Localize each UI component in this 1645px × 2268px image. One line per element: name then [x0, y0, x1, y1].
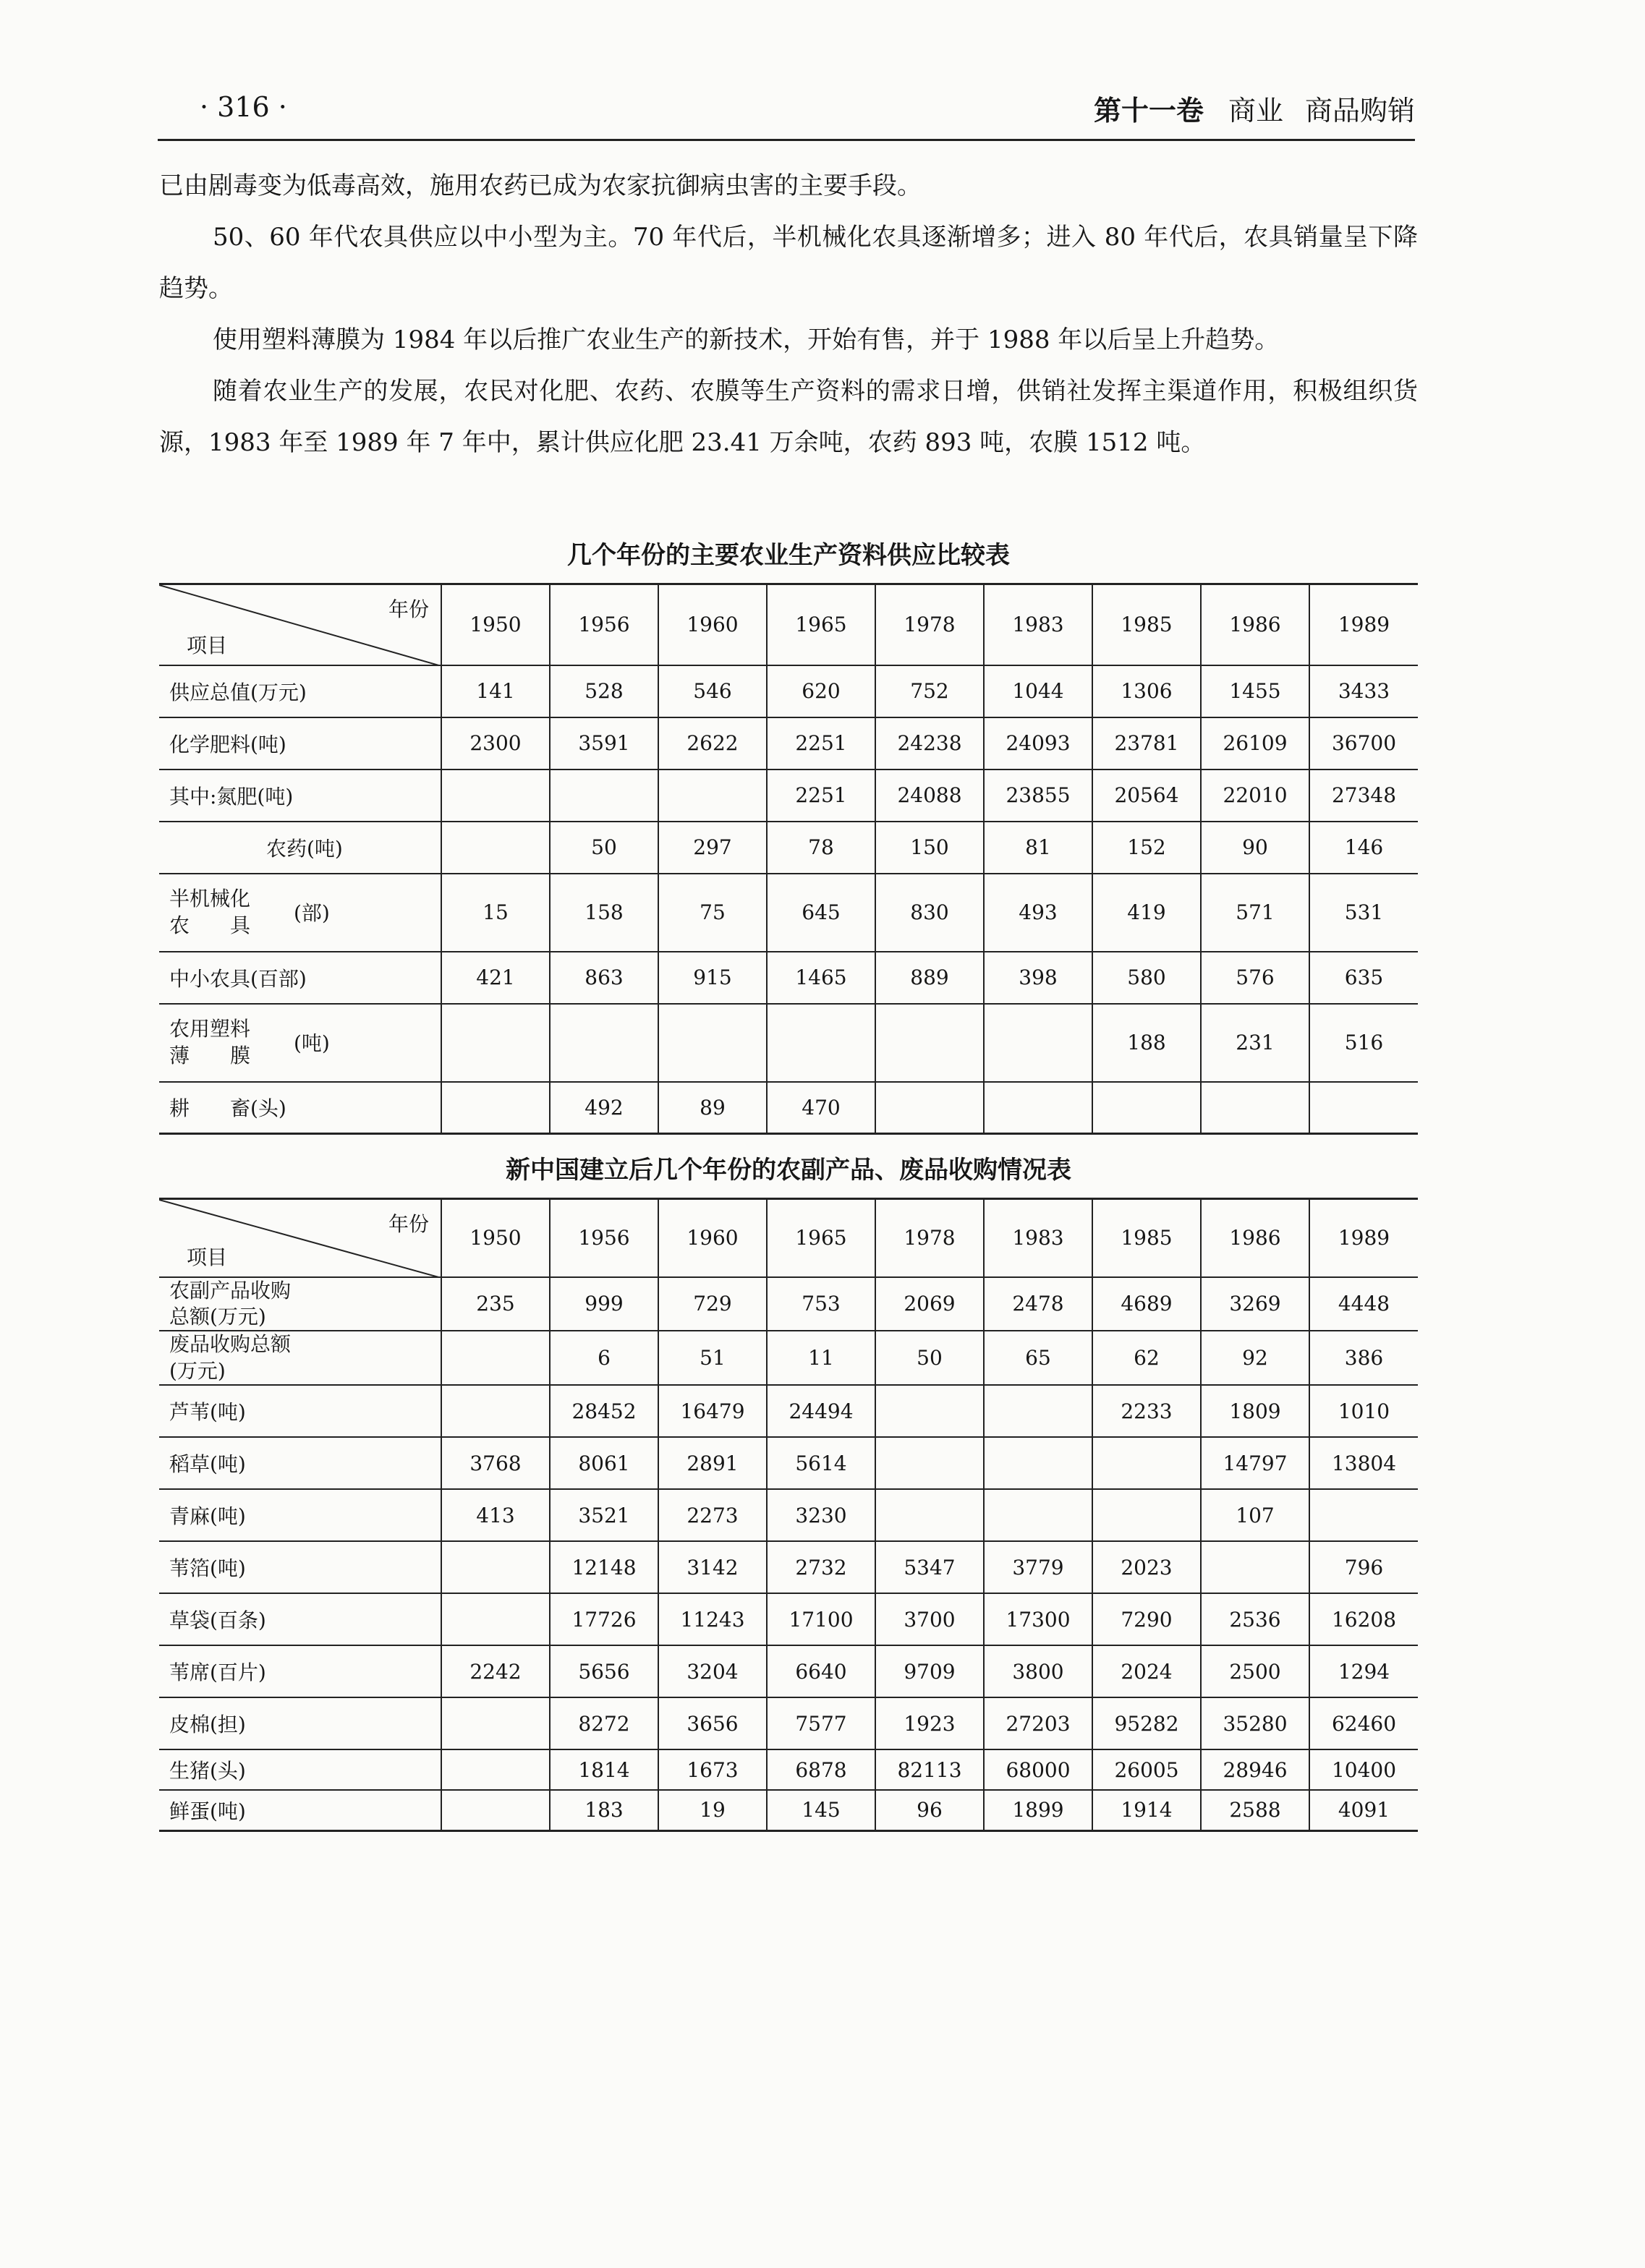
table-cell: 82113: [875, 1749, 984, 1790]
table-cell: 24238: [875, 717, 984, 770]
table-cell: 27203: [984, 1697, 1092, 1749]
table-cell: 796: [1309, 1541, 1418, 1593]
table-cell: [441, 1697, 550, 1749]
table-cell: 78: [767, 822, 875, 874]
table-cell: 571: [1201, 874, 1309, 952]
table-cell: 65: [984, 1331, 1092, 1385]
table-cell: 4091: [1309, 1790, 1418, 1830]
table-cell: 14797: [1201, 1437, 1309, 1489]
table-cell: 2300: [441, 717, 550, 770]
row-label-line: 薄 膜: [169, 1043, 251, 1067]
year-header: 1956: [550, 1199, 658, 1277]
year-header: 1950: [441, 584, 550, 665]
table-cell: 6878: [767, 1749, 875, 1790]
table-cell: 62460: [1309, 1697, 1418, 1749]
table-cell: 2069: [875, 1277, 984, 1331]
table-cell: 11243: [658, 1593, 767, 1645]
table-cell: 421: [441, 952, 550, 1004]
table-cell: 1455: [1201, 665, 1309, 717]
row-label: 皮棉(担): [159, 1697, 441, 1749]
table-cell: 3521: [550, 1489, 658, 1541]
table-row: [159, 1541, 1418, 1593]
table-row: [159, 1437, 1418, 1489]
row-label-line: 农副产品收购: [169, 1278, 292, 1303]
table-cell: [441, 1385, 550, 1437]
table-cell: [550, 770, 658, 822]
table-cell: 1814: [550, 1749, 658, 1790]
row-label-line: 半机械化: [169, 887, 251, 911]
table-cell: 89: [658, 1082, 767, 1134]
paragraph: 已由剧毒变为低毒高效，施用农药已成为农家抗御病虫害的主要手段。: [159, 171, 922, 200]
table-cell: 645: [767, 874, 875, 952]
row-label: [159, 1277, 441, 1331]
table-cell: 19: [658, 1790, 767, 1830]
paragraph: 50、60 年代农具供应以中小型为主。70 年代后，半机械化农具逐渐增多；进入 80 年代后，农具销量呈下降趋势。: [159, 223, 1418, 303]
table-cell: 1899: [984, 1790, 1092, 1830]
table-cell: 863: [550, 952, 658, 1004]
table-cell: 7290: [1092, 1593, 1201, 1645]
table-cell: 24494: [767, 1385, 875, 1437]
table-row: [159, 1645, 1418, 1697]
table-cell: [441, 1593, 550, 1645]
table-cell: 1673: [658, 1749, 767, 1790]
table-cell: 2251: [767, 770, 875, 822]
table-cell: 95282: [1092, 1697, 1201, 1749]
table-cell: [767, 1004, 875, 1082]
table-cell: 5614: [767, 1437, 875, 1489]
row-label: 生猪(头): [159, 1749, 441, 1790]
corner-year-label: 年份: [388, 597, 429, 621]
table-cell: 580: [1092, 952, 1201, 1004]
table-row: [159, 1749, 1418, 1790]
running-title: [1094, 88, 1415, 128]
table-cell: [1092, 1082, 1201, 1134]
table-cell: 15: [441, 874, 550, 952]
year-header: 1989: [1309, 584, 1418, 665]
table-cell: [1309, 1489, 1418, 1541]
table-cell: 830: [875, 874, 984, 952]
table-cell: 16479: [658, 1385, 767, 1437]
table2-header-row: [159, 1199, 1418, 1277]
table-cell: 17300: [984, 1593, 1092, 1645]
table-cell: 752: [875, 665, 984, 717]
row-label: 中小农具(百部): [159, 952, 441, 1004]
table-cell: 753: [767, 1277, 875, 1331]
row-label: 苇席(百片): [159, 1645, 441, 1697]
corner-year-label: 年份: [388, 1212, 429, 1236]
table-cell: 2273: [658, 1489, 767, 1541]
table-cell: [875, 1082, 984, 1134]
table-cell: 1923: [875, 1697, 984, 1749]
page-header: [158, 88, 1415, 141]
table-cell: [984, 1437, 1092, 1489]
year-header: 1978: [875, 584, 984, 665]
table-cell: 3800: [984, 1645, 1092, 1697]
volume-title: 第十一卷: [1093, 95, 1204, 127]
table-row: [159, 1790, 1418, 1830]
year-header: 1983: [984, 584, 1092, 665]
table-cell: 915: [658, 952, 767, 1004]
table-cell: 50: [550, 822, 658, 874]
table-cell: 152: [1092, 822, 1201, 874]
table-row: [159, 1331, 1418, 1385]
table-cell: 231: [1201, 1004, 1309, 1082]
paragraph: 随着农业生产的发展，农民对化肥、农药、农膜等生产资料的需求日增，供销社发挥主渠道作用，积极组织货源，1983 年至 1989 年 7 年中，累计供应化肥 23.41 万余吨，农药 893 吨，农膜 1512 吨。: [159, 377, 1418, 457]
row-label: [159, 874, 441, 952]
year-header: 1960: [658, 584, 767, 665]
table-cell: 729: [658, 1277, 767, 1331]
row-label: 草袋(百条): [159, 1593, 441, 1645]
table-cell: 27348: [1309, 770, 1418, 822]
table-cell: 2588: [1201, 1790, 1309, 1830]
row-label: 耕 畜(头): [159, 1082, 441, 1134]
table-cell: 528: [550, 665, 658, 717]
page-number: · 316 ·: [200, 91, 287, 123]
table-cell: 90: [1201, 822, 1309, 874]
row-label-line: 农 具: [169, 913, 251, 937]
table-cell: 8272: [550, 1697, 658, 1749]
table-cell: [875, 1004, 984, 1082]
table-cell: 3204: [658, 1645, 767, 1697]
year-header: 1960: [658, 1199, 767, 1277]
table-row: [159, 1082, 1418, 1134]
table-cell: 7577: [767, 1697, 875, 1749]
table-cell: 51: [658, 1331, 767, 1385]
row-label-unit: (部): [294, 901, 330, 926]
table-cell: 4448: [1309, 1277, 1418, 1331]
table-cell: 3700: [875, 1593, 984, 1645]
table-cell: 2242: [441, 1645, 550, 1697]
row-label: 稻草(吨): [159, 1437, 441, 1489]
table-row: [159, 770, 1418, 822]
year-header: 1983: [984, 1199, 1092, 1277]
table-cell: 20564: [1092, 770, 1201, 822]
table-cell: 235: [441, 1277, 550, 1331]
row-label: 农药(吨): [159, 822, 441, 874]
table-cell: 4689: [1092, 1277, 1201, 1331]
row-label: [159, 1331, 441, 1385]
table-cell: 1306: [1092, 665, 1201, 717]
table-cell: 386: [1309, 1331, 1418, 1385]
body-text: [159, 161, 1418, 469]
table-cell: 107: [1201, 1489, 1309, 1541]
table-cell: [441, 822, 550, 874]
table-cell: 3269: [1201, 1277, 1309, 1331]
table-cell: [984, 1489, 1092, 1541]
table-cell: 6: [550, 1331, 658, 1385]
table-cell: 398: [984, 952, 1092, 1004]
table-cell: 35280: [1201, 1697, 1309, 1749]
table-cell: 413: [441, 1489, 550, 1541]
table-cell: 419: [1092, 874, 1201, 952]
table-cell: 3768: [441, 1437, 550, 1489]
table-row: [159, 952, 1418, 1004]
table-cell: 2023: [1092, 1541, 1201, 1593]
table-cell: [441, 1082, 550, 1134]
table-cell: 23855: [984, 770, 1092, 822]
table-cell: 1465: [767, 952, 875, 1004]
table-cell: 26109: [1201, 717, 1309, 770]
row-label: [159, 1004, 441, 1082]
table-cell: 2891: [658, 1437, 767, 1489]
table-cell: [1092, 1437, 1201, 1489]
table-cell: 576: [1201, 952, 1309, 1004]
year-header: 1985: [1092, 584, 1201, 665]
table-cell: 158: [550, 874, 658, 952]
table-row: [159, 1697, 1418, 1749]
table-row: [159, 1277, 1418, 1331]
table-cell: 5347: [875, 1541, 984, 1593]
table-cell: 12148: [550, 1541, 658, 1593]
table1: [159, 583, 1418, 1135]
table-cell: 620: [767, 665, 875, 717]
year-header: 1965: [767, 1199, 875, 1277]
table-cell: 141: [441, 665, 550, 717]
table-row: [159, 1004, 1418, 1082]
table-cell: 24088: [875, 770, 984, 822]
table-cell: 28452: [550, 1385, 658, 1437]
table-cell: 96: [875, 1790, 984, 1830]
table-cell: 75: [658, 874, 767, 952]
table-row: [159, 665, 1418, 717]
table-cell: [875, 1385, 984, 1437]
table-cell: [875, 1489, 984, 1541]
table-cell: 81: [984, 822, 1092, 874]
table-cell: 493: [984, 874, 1092, 952]
table-cell: [875, 1437, 984, 1489]
table-cell: 492: [550, 1082, 658, 1134]
table-cell: 146: [1309, 822, 1418, 874]
table-cell: 183: [550, 1790, 658, 1830]
table-cell: 36700: [1309, 717, 1418, 770]
row-label-line: (万元): [169, 1358, 226, 1383]
table-cell: 188: [1092, 1004, 1201, 1082]
table-cell: 1294: [1309, 1645, 1418, 1697]
row-label-line: 总额(万元): [169, 1304, 266, 1329]
table-cell: 28946: [1201, 1749, 1309, 1790]
row-label: 其中:氮肥(吨): [159, 770, 441, 822]
table-cell: 889: [875, 952, 984, 1004]
table-cell: 68000: [984, 1749, 1092, 1790]
table-cell: 10400: [1309, 1749, 1418, 1790]
table-cell: 145: [767, 1790, 875, 1830]
row-label-line: 废品收购总额: [169, 1332, 292, 1357]
table-row: [159, 874, 1418, 952]
table-cell: [1092, 1489, 1201, 1541]
table-cell: 1010: [1309, 1385, 1418, 1437]
table-cell: 17726: [550, 1593, 658, 1645]
table-row: [159, 1385, 1418, 1437]
table-cell: [550, 1004, 658, 1082]
table-cell: 2622: [658, 717, 767, 770]
table-cell: [984, 1004, 1092, 1082]
table-cell: 8061: [550, 1437, 658, 1489]
table-cell: [984, 1385, 1092, 1437]
year-header: 1986: [1201, 584, 1309, 665]
table-row: [159, 717, 1418, 770]
table-cell: [441, 1004, 550, 1082]
row-label: 鲜蛋(吨): [159, 1790, 441, 1830]
table-cell: 999: [550, 1277, 658, 1331]
year-header: 1986: [1201, 1199, 1309, 1277]
corner-item-label: 项目: [187, 633, 228, 657]
table-cell: 9709: [875, 1645, 984, 1697]
table-cell: 92: [1201, 1331, 1309, 1385]
table-cell: 2500: [1201, 1645, 1309, 1697]
row-label: 化学肥料(吨): [159, 717, 441, 770]
table-cell: 635: [1309, 952, 1418, 1004]
table-cell: [441, 1331, 550, 1385]
table-cell: 3656: [658, 1697, 767, 1749]
table1-corner-cell: [159, 584, 441, 665]
row-label: 芦苇(吨): [159, 1385, 441, 1437]
table-row: [159, 1593, 1418, 1645]
table-cell: 22010: [1201, 770, 1309, 822]
row-label-unit: (吨): [294, 1031, 330, 1056]
table-cell: 50: [875, 1331, 984, 1385]
row-label-line: 农用塑料: [169, 1017, 251, 1041]
table-cell: 62: [1092, 1331, 1201, 1385]
table1-header-row: [159, 584, 1418, 665]
table-row: [159, 1489, 1418, 1541]
table-cell: [441, 1541, 550, 1593]
table-cell: 3230: [767, 1489, 875, 1541]
table2-corner-cell: [159, 1199, 441, 1277]
table-cell: 2251: [767, 717, 875, 770]
table-cell: 516: [1309, 1004, 1418, 1082]
table-cell: 13804: [1309, 1437, 1418, 1489]
table-cell: 1809: [1201, 1385, 1309, 1437]
table-cell: 17100: [767, 1593, 875, 1645]
table-cell: [441, 1749, 550, 1790]
year-header: 1956: [550, 584, 658, 665]
table-cell: 5656: [550, 1645, 658, 1697]
section-title: 商业: [1228, 95, 1283, 127]
table-cell: 2536: [1201, 1593, 1309, 1645]
paragraph: 使用塑料薄膜为 1984 年以后推广农业生产的新技术，开始有售，并于 1988 年以后呈上升趋势。: [213, 325, 1280, 354]
table-cell: [658, 1004, 767, 1082]
row-label: 苇箔(吨): [159, 1541, 441, 1593]
table-cell: 1914: [1092, 1790, 1201, 1830]
table-cell: 2233: [1092, 1385, 1201, 1437]
year-header: 1985: [1092, 1199, 1201, 1277]
table-cell: 2478: [984, 1277, 1092, 1331]
table-cell: 531: [1309, 874, 1418, 952]
row-label: 青麻(吨): [159, 1489, 441, 1541]
year-header: 1965: [767, 584, 875, 665]
year-header: 1950: [441, 1199, 550, 1277]
subsection-title: 商品购销: [1304, 95, 1415, 127]
table-cell: 16208: [1309, 1593, 1418, 1645]
table-cell: 6640: [767, 1645, 875, 1697]
table-cell: 1044: [984, 665, 1092, 717]
year-header: 1978: [875, 1199, 984, 1277]
table-cell: 3433: [1309, 665, 1418, 717]
table-cell: 150: [875, 822, 984, 874]
table-cell: 24093: [984, 717, 1092, 770]
table-cell: 2024: [1092, 1645, 1201, 1697]
table2-title: 新中国建立后几个年份的农副产品、废品收购情况表: [506, 1156, 1071, 1185]
table-cell: 26005: [1092, 1749, 1201, 1790]
table-cell: 3142: [658, 1541, 767, 1593]
table-row: [159, 822, 1418, 874]
corner-item-label: 项目: [187, 1245, 228, 1269]
table-cell: 3779: [984, 1541, 1092, 1593]
table-cell: [658, 770, 767, 822]
table-cell: 297: [658, 822, 767, 874]
year-header: 1989: [1309, 1199, 1418, 1277]
table-cell: 11: [767, 1331, 875, 1385]
table-cell: 3591: [550, 717, 658, 770]
table1-title: 几个年份的主要农业生产资料供应比较表: [567, 541, 1010, 570]
table-cell: [1201, 1082, 1309, 1134]
table-cell: 470: [767, 1082, 875, 1134]
table-cell: [1201, 1541, 1309, 1593]
table-cell: 2732: [767, 1541, 875, 1593]
table-cell: [441, 1790, 550, 1830]
table-cell: [984, 1082, 1092, 1134]
row-label: 供应总值(万元): [159, 665, 441, 717]
table-cell: 23781: [1092, 717, 1201, 770]
table2: [159, 1198, 1418, 1832]
table-cell: 546: [658, 665, 767, 717]
table-cell: [1309, 1082, 1418, 1134]
table-cell: [441, 770, 550, 822]
